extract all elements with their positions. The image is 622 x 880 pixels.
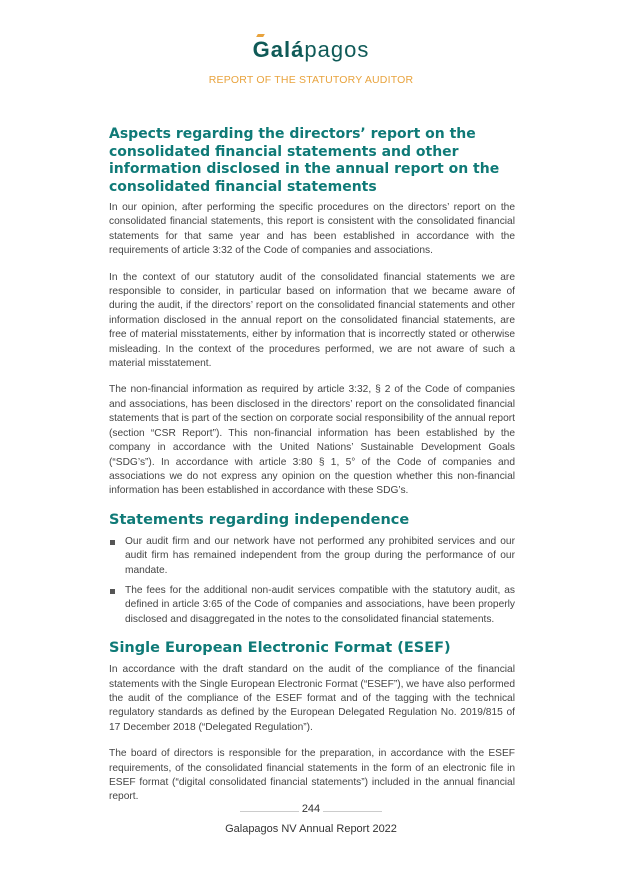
page-number (0, 803, 622, 815)
list-item (109, 584, 515, 627)
paragraph: In the context of our statutory audit of the consolidated financial statements we are responsible to consider, in particular based on information that we became aware of during the audit, if the directors’ report on the consolidated financial statements and other information disclosed in the annual report on the consolidated financial statements, are free of material misstatements, either by information that is incorrectly stated or otherwise misleading. In the context of the procedures performed, we are not aware of such a material misstatement. (109, 271, 515, 370)
list-item-text: The fees for the additional non-audit services compatible with the statutory audit, as defined in article 3:65 of the Code of companies and associations, have been properly disclosed and disaggregated in the notes to the consolidated financial statements. (125, 584, 515, 625)
list-item-text: Our audit firm and our network have not performed any prohibited services and our audit firm has remained independent from the group during the performance of our mandate. (125, 535, 515, 576)
square-bullet-icon (110, 540, 115, 545)
paragraph: The non-financial information as required by article 3:32, § 2 of the Code of companies and associations, has been disclosed in the directors’ report on the consolidated financial statements that is part of the section on corporate social responsibility of the annual report (section “CSR Report”). This non-financial information has been established by the company in accordance with the United Nations’ Sustainable Development Goals (“SDG’s”). In accordance with article 3:80 § 1, 5° of the Code of companies and associations we do not express any opinion on the question whether this non-financial information has been established in accordance with these SDG’s. (109, 384, 515, 497)
paragraph: The board of directors is responsible for the preparation, in accordance with the ESEF requirements, of the consolidated financial statements in the form of an electronic file in ESEF format (“digital consolidated financial statements”) included in the annual financial report. (109, 748, 515, 803)
independence-list (109, 535, 515, 627)
paragraph: In our opinion, after performing the specific procedures on the directors’ report on the consolidated financial statements, this report is consistent with the consolidated financial statements for that same year and has been established in accordance with the requirements of article 3:32 of the Code of companies and associations. (109, 202, 515, 257)
page-number-text: 244 (299, 803, 323, 815)
footer-title: Galapagos NV Annual Report 2022 (225, 823, 397, 835)
paragraph: In accordance with the draft standard on the audit of the compliance of the financial statements with the Single European Electronic Format (“ESEF”), we have also performed the audit of the compliance of the ESEF format and of the tagging with the technical regulatory standards as defined by the European Delegated Regulation No. 2019/815 of 17 December 2018 (“Delegated Regulation”). (109, 664, 515, 733)
section-heading-independence: Statements regarding independence (109, 511, 410, 528)
report-subtitle: REPORT OF THE STATUTORY AUDITOR (208, 74, 414, 86)
logo-bold-text: Galá (252, 37, 305, 62)
section-heading-esef: Single European Electronic Format (ESEF) (109, 640, 451, 657)
section-heading-directors-report: Aspects regarding the directors’ report on the consolidated financial statements and other information disclosed in the annual report on the consolidated financial statements (109, 126, 500, 195)
logo-light-text: pagos (304, 37, 370, 62)
company-logo (0, 37, 622, 63)
list-item (109, 535, 515, 578)
square-bullet-icon (110, 589, 115, 594)
main-content (109, 126, 515, 817)
